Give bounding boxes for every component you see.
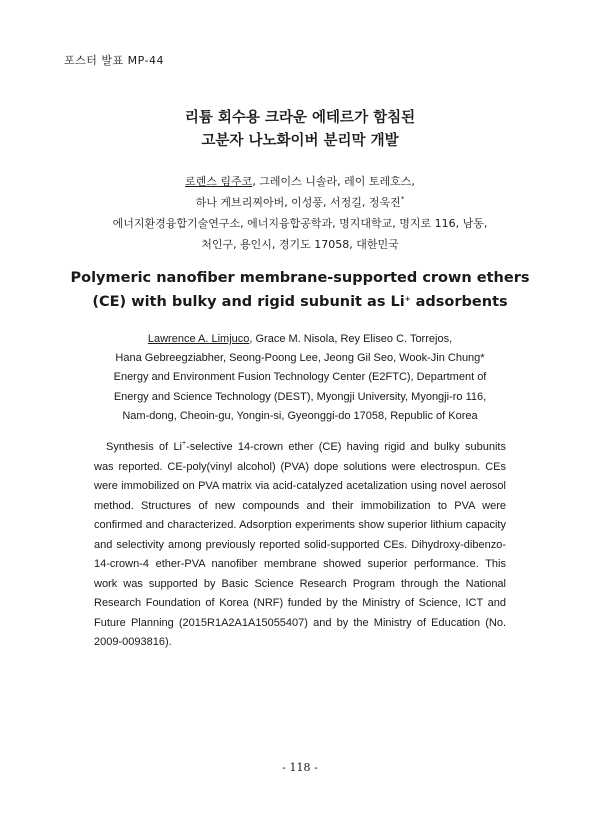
abstract-part-2: -selective 14-crown ether (CE) having rigid and bulky subunits was reported. CE-poly(vinyl alcohol) (PVA) dope solutions were electrospun. CEs were immobilized on PVA matrix via acid-catalyzed acetalization using novel aerosol method. Structures of new compounds and their immobilization to PVA were confirmed and characterized. Adsorption experiments show superior lithium capacity and selectivity among previously reported solid-supported CEs. Dihydroxy-dibenzo-14-crown-4 ether-PVA nanofiber membrane showed superior performance. This work was supported by Basic Science Research Program through the National Research Foundation of Korea (NRF) funded by the Ministry of Science, ICT and Future Planning (2015R1A2A1A15055407) and by the Ministry of Education (No. 2009-0093816). [94,441,506,648]
english-title-line-2-start: (CE) with bulky and rigid subunit as Li [92,294,405,310]
corresponding-author-mark: * [400,195,405,203]
korean-coauthors-2: 하나 게브리찌아버, 이성풍, 서정길, 정욱진 [195,196,401,209]
session-tag: 포스터 발표 MP-44 [64,54,164,67]
page-number: - 118 - [282,761,318,774]
korean-authors-line-2 [0,192,600,213]
abstract-part-1: Synthesis of Li [106,441,183,453]
english-presenter-name: Lawrence A. Limjuco [147,333,250,345]
english-title-line-2 [0,290,600,314]
korean-coauthors-1: , 그레이스 니솔라, 레이 토레호스, [252,175,415,188]
abstract-paragraph [94,438,506,653]
english-coauthors-1: , Grace M. Nisola, Rey Eliseo C. Torrejos, [249,333,453,345]
english-title-line-1: Polymeric nanofiber membrane-supported crown ethers [70,270,530,286]
korean-affiliation-line-1: 에너지환경융합기술연구소, 에너지융합공학과, 명지대학교, 명지로 116, 남동, [112,217,488,230]
english-authors-block [0,330,600,426]
korean-authors-line-1 [0,171,600,192]
korean-presenter-name: 로렌스 림주코 [185,175,253,188]
abstract-superscript: + [182,440,187,447]
english-affiliation-line-2: Energy and Science Technology (DEST), Myongji University, Myongji-ro 116, [113,390,487,403]
english-title-superscript: + [404,295,411,303]
english-title-line-2-end: adsorbents [410,294,508,310]
korean-affiliation-line-2: 처인구, 용인시, 경기도 17058, 대한민국 [201,238,399,251]
abstract [94,438,506,653]
english-affiliation-line-3: Nam-dong, Cheoin-gu, Yongin-si, Gyeonggi-do 17058, Republic of Korea [122,409,478,422]
english-affiliation-line-1: Energy and Environment Fusion Technology Center (E2FTC), Department of [113,371,487,384]
english-authors-line-1 [0,330,600,349]
korean-title-line-2: 고분자 나노화이버 분리막 개발 [201,133,399,149]
korean-authors-block [0,171,600,255]
english-authors-line-2: Hana Gebreegziabher, Seong-Poong Lee, Jeong Gil Seo, Wook-Jin Chung* [115,352,485,365]
korean-title-line-1: 리튬 회수용 크라운 에테르가 함침된 [184,110,416,126]
